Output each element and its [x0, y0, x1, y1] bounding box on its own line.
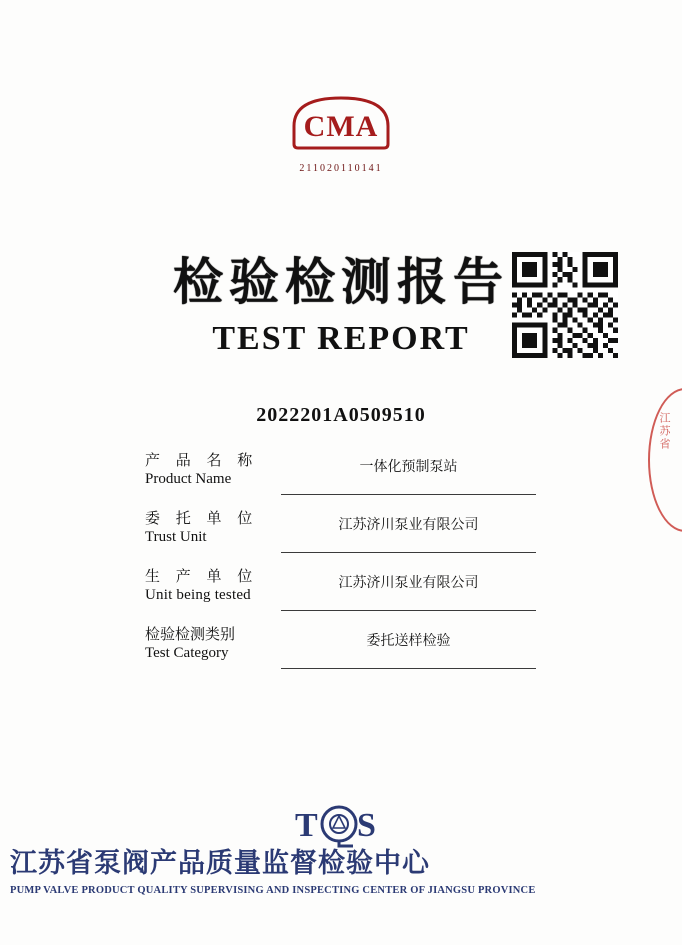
- field-value-trust-unit: [281, 508, 536, 553]
- cma-logo-icon: [288, 92, 394, 154]
- field-unit-being-tested: [145, 566, 545, 624]
- field-label-product-name: [145, 450, 273, 489]
- field-label-zh: 生 产 单 位: [145, 567, 258, 585]
- field-product-name: [145, 450, 545, 508]
- field-value-test-category: [281, 624, 536, 669]
- field-label-en: Trust Unit: [145, 529, 207, 545]
- field-label-zh: 委 托 单 位: [145, 509, 258, 527]
- field-label-en: Test Category: [145, 645, 229, 661]
- field-value-text: 江苏济川泵业有限公司: [338, 517, 479, 533]
- field-label-test-category: [145, 624, 273, 663]
- footer-banner: [0, 800, 682, 898]
- page-title-chinese: 检验检测报告: [173, 253, 509, 311]
- footer-inner: [0, 800, 682, 898]
- field-value-product-name: [281, 450, 536, 495]
- field-label-trust-unit: [145, 508, 273, 547]
- svg-text:T: T: [295, 807, 318, 844]
- field-trust-unit: [145, 508, 545, 566]
- page-title-english: TEST REPORT: [212, 320, 470, 357]
- field-label-en: Unit being tested: [145, 587, 251, 603]
- red-seal-text: 江苏省: [658, 412, 671, 451]
- footer-texts: [10, 848, 682, 898]
- field-value-unit-being-tested: [281, 566, 536, 611]
- tqs-logo-icon: [295, 800, 387, 848]
- organization-name-chinese: 江苏省泵阀产品质量监督检验中心: [10, 848, 430, 879]
- field-label-en: Product Name: [145, 471, 232, 487]
- svg-text:CMA: CMA: [303, 110, 379, 143]
- field-label-zh: 检验检测类别: [145, 625, 236, 643]
- field-label-zh: 产 品 名 称: [145, 451, 258, 469]
- field-label-unit-being-tested: [145, 566, 273, 605]
- field-value-text: 江苏济川泵业有限公司: [338, 575, 479, 591]
- field-value-text: 委托送样检验: [366, 633, 451, 649]
- field-test-category: [145, 624, 545, 682]
- field-value-text: 一体化预制泵站: [359, 459, 458, 475]
- svg-text:S: S: [357, 807, 376, 844]
- organization-name-english: PUMP VALVE PRODUCT QUALITY SUPERVISING AND INSPECTING CENTER OF JIANGSU PROVINCE: [10, 885, 536, 896]
- cma-certificate-number: 211020110141: [299, 163, 383, 174]
- report-fields: [145, 450, 545, 682]
- cma-mark-block: [0, 92, 682, 174]
- report-number: 2022201A0509510: [256, 404, 426, 426]
